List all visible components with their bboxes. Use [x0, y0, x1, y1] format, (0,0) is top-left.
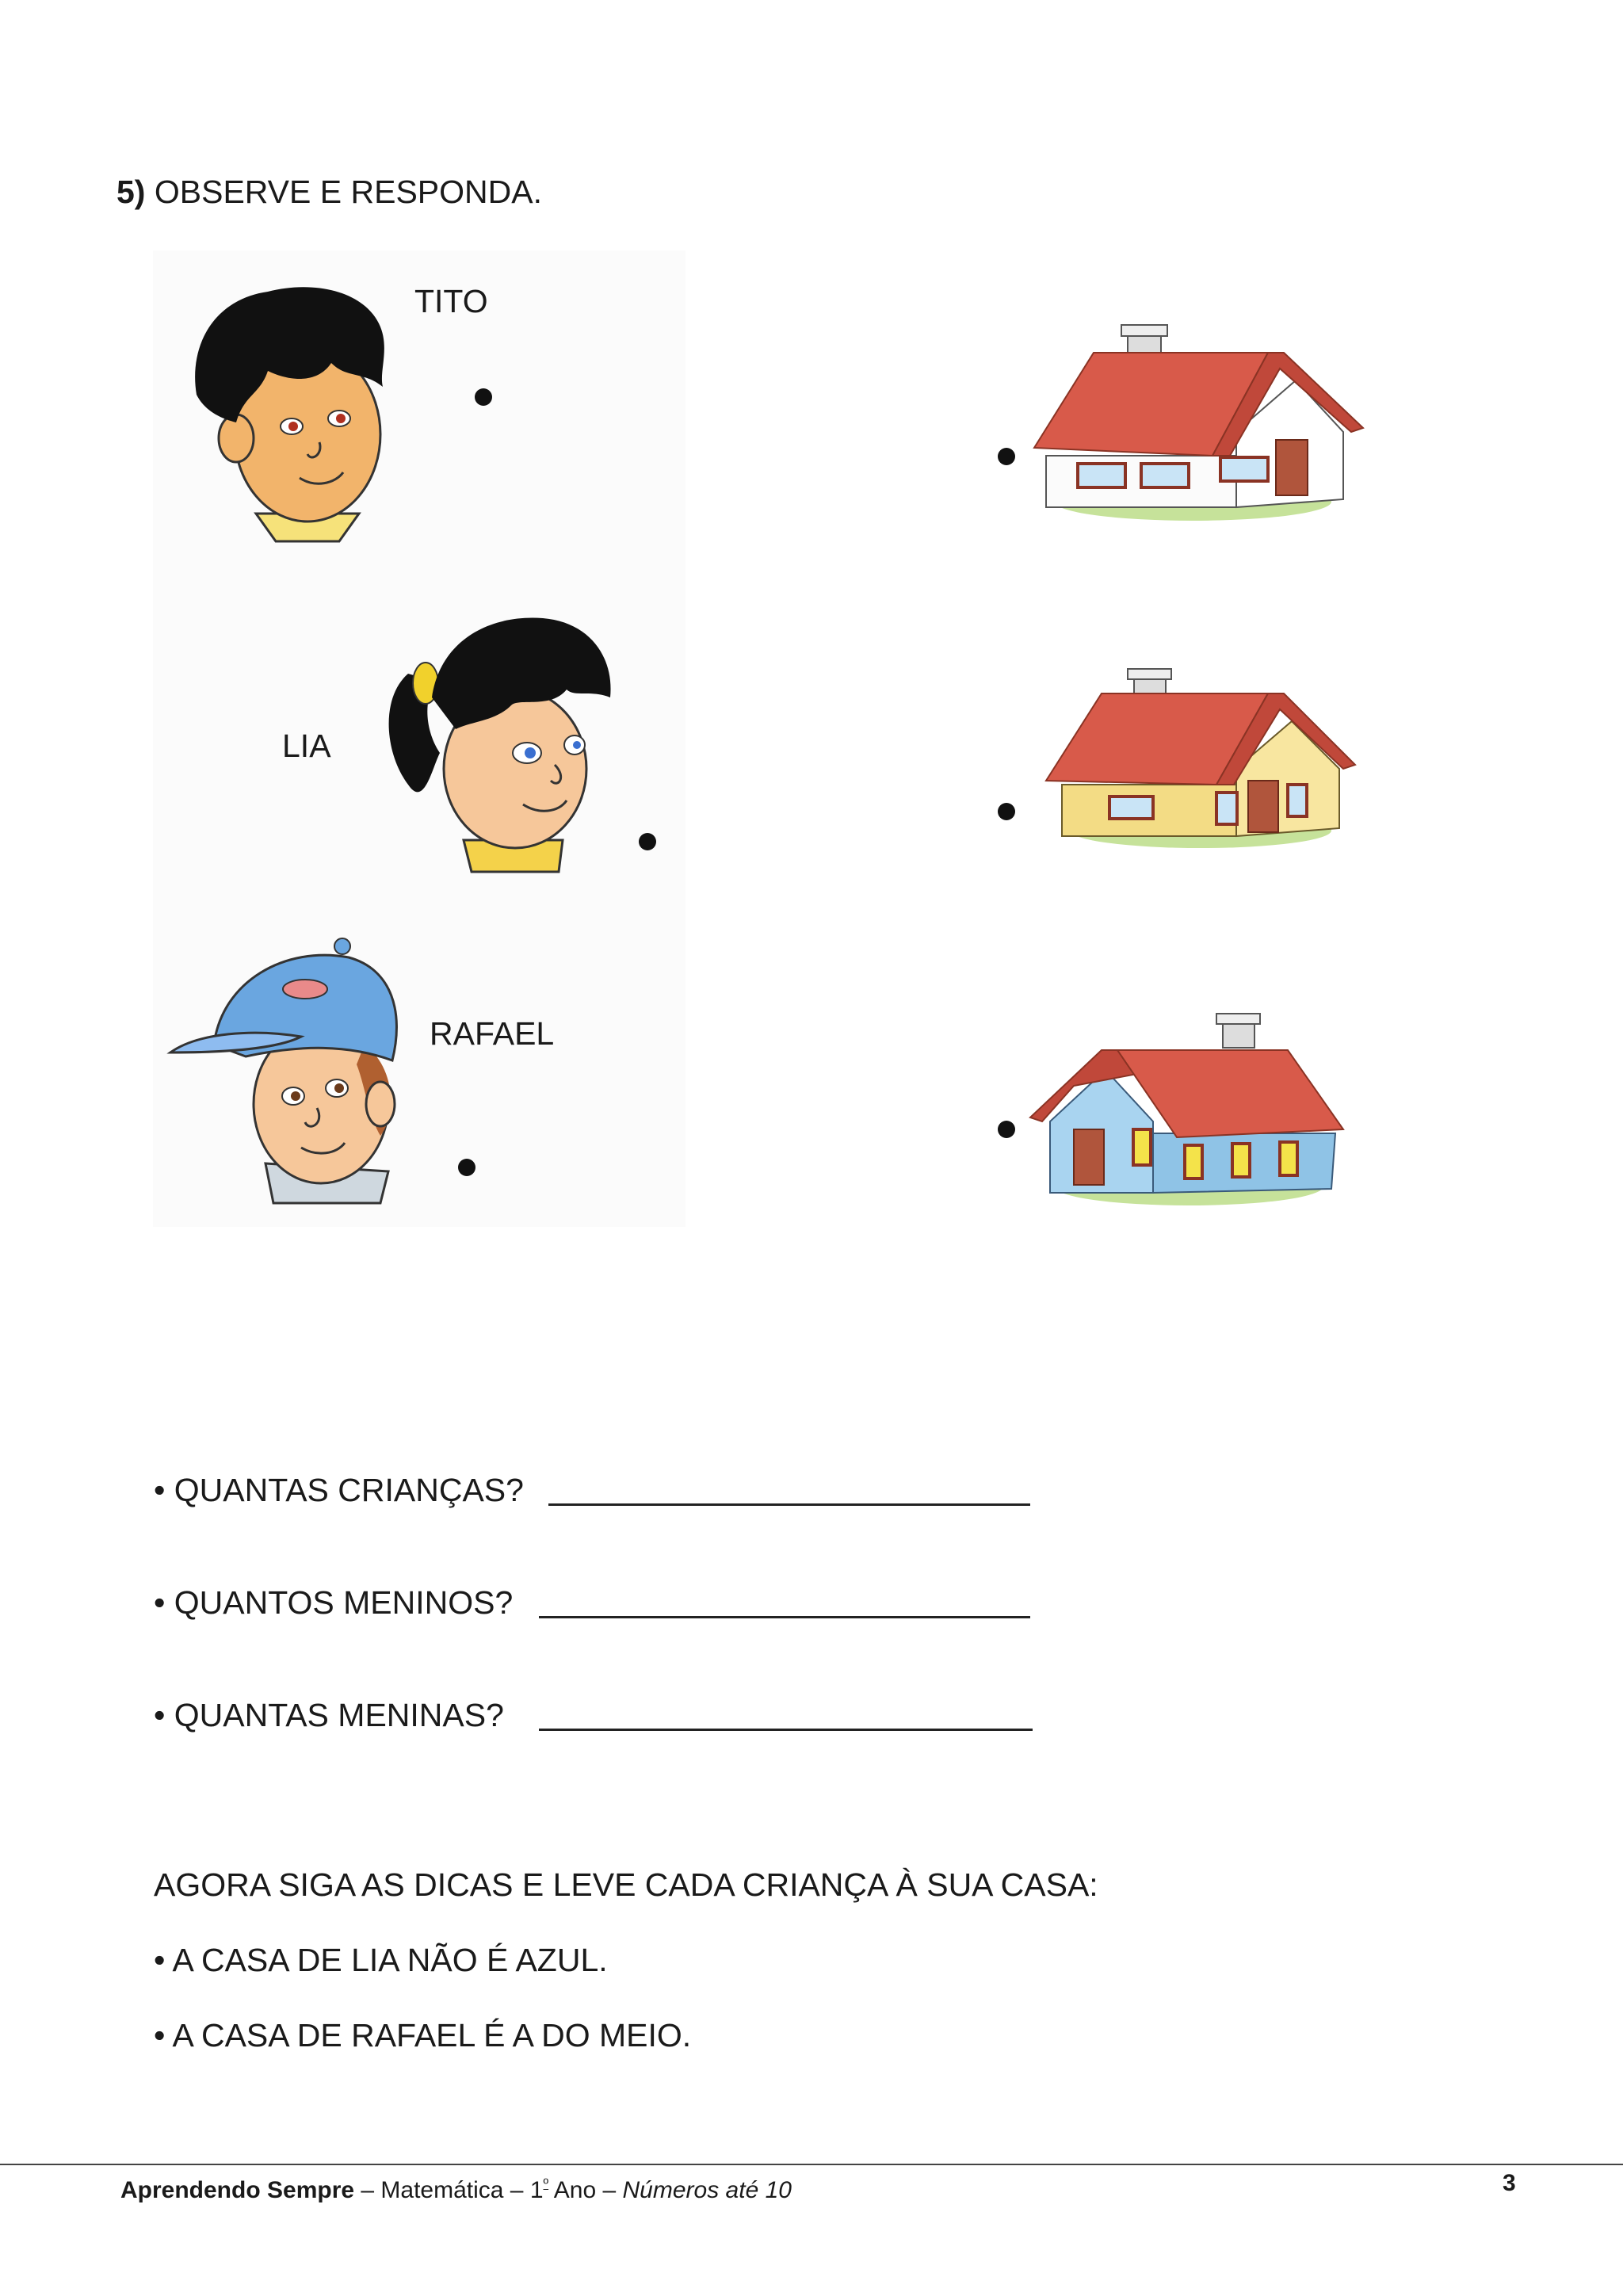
child-name-tito: TITO — [414, 283, 488, 319]
child-name-lia: LIA — [282, 728, 331, 764]
footer-topic: Números até 10 — [622, 2177, 792, 2203]
page-number: 3 — [1503, 2170, 1516, 2196]
footer-ordinal: º — [543, 2176, 549, 2191]
footer-grade: Ano – — [548, 2177, 623, 2203]
child-name-rafael: RAFAEL — [430, 1015, 555, 1052]
blue-house-icon — [1018, 1010, 1359, 1217]
exercise-heading — [116, 173, 542, 211]
question-criancas: • QUANTAS CRIANÇAS? — [154, 1472, 524, 1508]
question-meninas: • QUANTAS MENINAS? — [154, 1697, 504, 1733]
footer-series: Aprendendo Sempre — [120, 2177, 355, 2203]
footer-subject: – Matemática – 1 — [354, 2177, 544, 2203]
answer-blank-criancas[interactable] — [548, 1503, 1030, 1506]
exercise-instruction: OBSERVE E RESPONDA. — [154, 174, 542, 210]
exercise-number: 5) — [116, 174, 146, 210]
answer-blank-meninos[interactable] — [539, 1616, 1030, 1618]
footer-text — [120, 2169, 792, 2205]
house-yellow-connect-dot[interactable] — [998, 803, 1015, 820]
answer-blank-meninas[interactable] — [539, 1729, 1033, 1731]
tips-intro: AGORA SIGA AS DICAS E LEVE CADA CRIANÇA À SUA CASA: — [154, 1866, 1098, 1903]
rafael-connect-dot[interactable] — [458, 1159, 475, 1176]
tip-item: • A CASA DE RAFAEL É A DO MEIO. — [154, 2017, 692, 2053]
tip-item: • A CASA DE LIA NÃO É AZUL. — [154, 1942, 608, 1978]
house-blue-connect-dot[interactable] — [998, 1121, 1015, 1138]
girl-ponytail-face-icon — [376, 610, 630, 880]
yellow-house-icon — [1034, 666, 1367, 856]
tito-connect-dot[interactable] — [475, 388, 492, 406]
footer-divider — [0, 2164, 1623, 2165]
boy-blue-cap-face-icon — [166, 934, 404, 1211]
lia-connect-dot[interactable] — [639, 833, 656, 850]
white-house-icon — [1022, 321, 1371, 531]
house-white-connect-dot[interactable] — [998, 448, 1015, 465]
boy-black-hair-face-icon — [181, 276, 395, 545]
question-meninos: • QUANTOS MENINOS? — [154, 1584, 514, 1621]
